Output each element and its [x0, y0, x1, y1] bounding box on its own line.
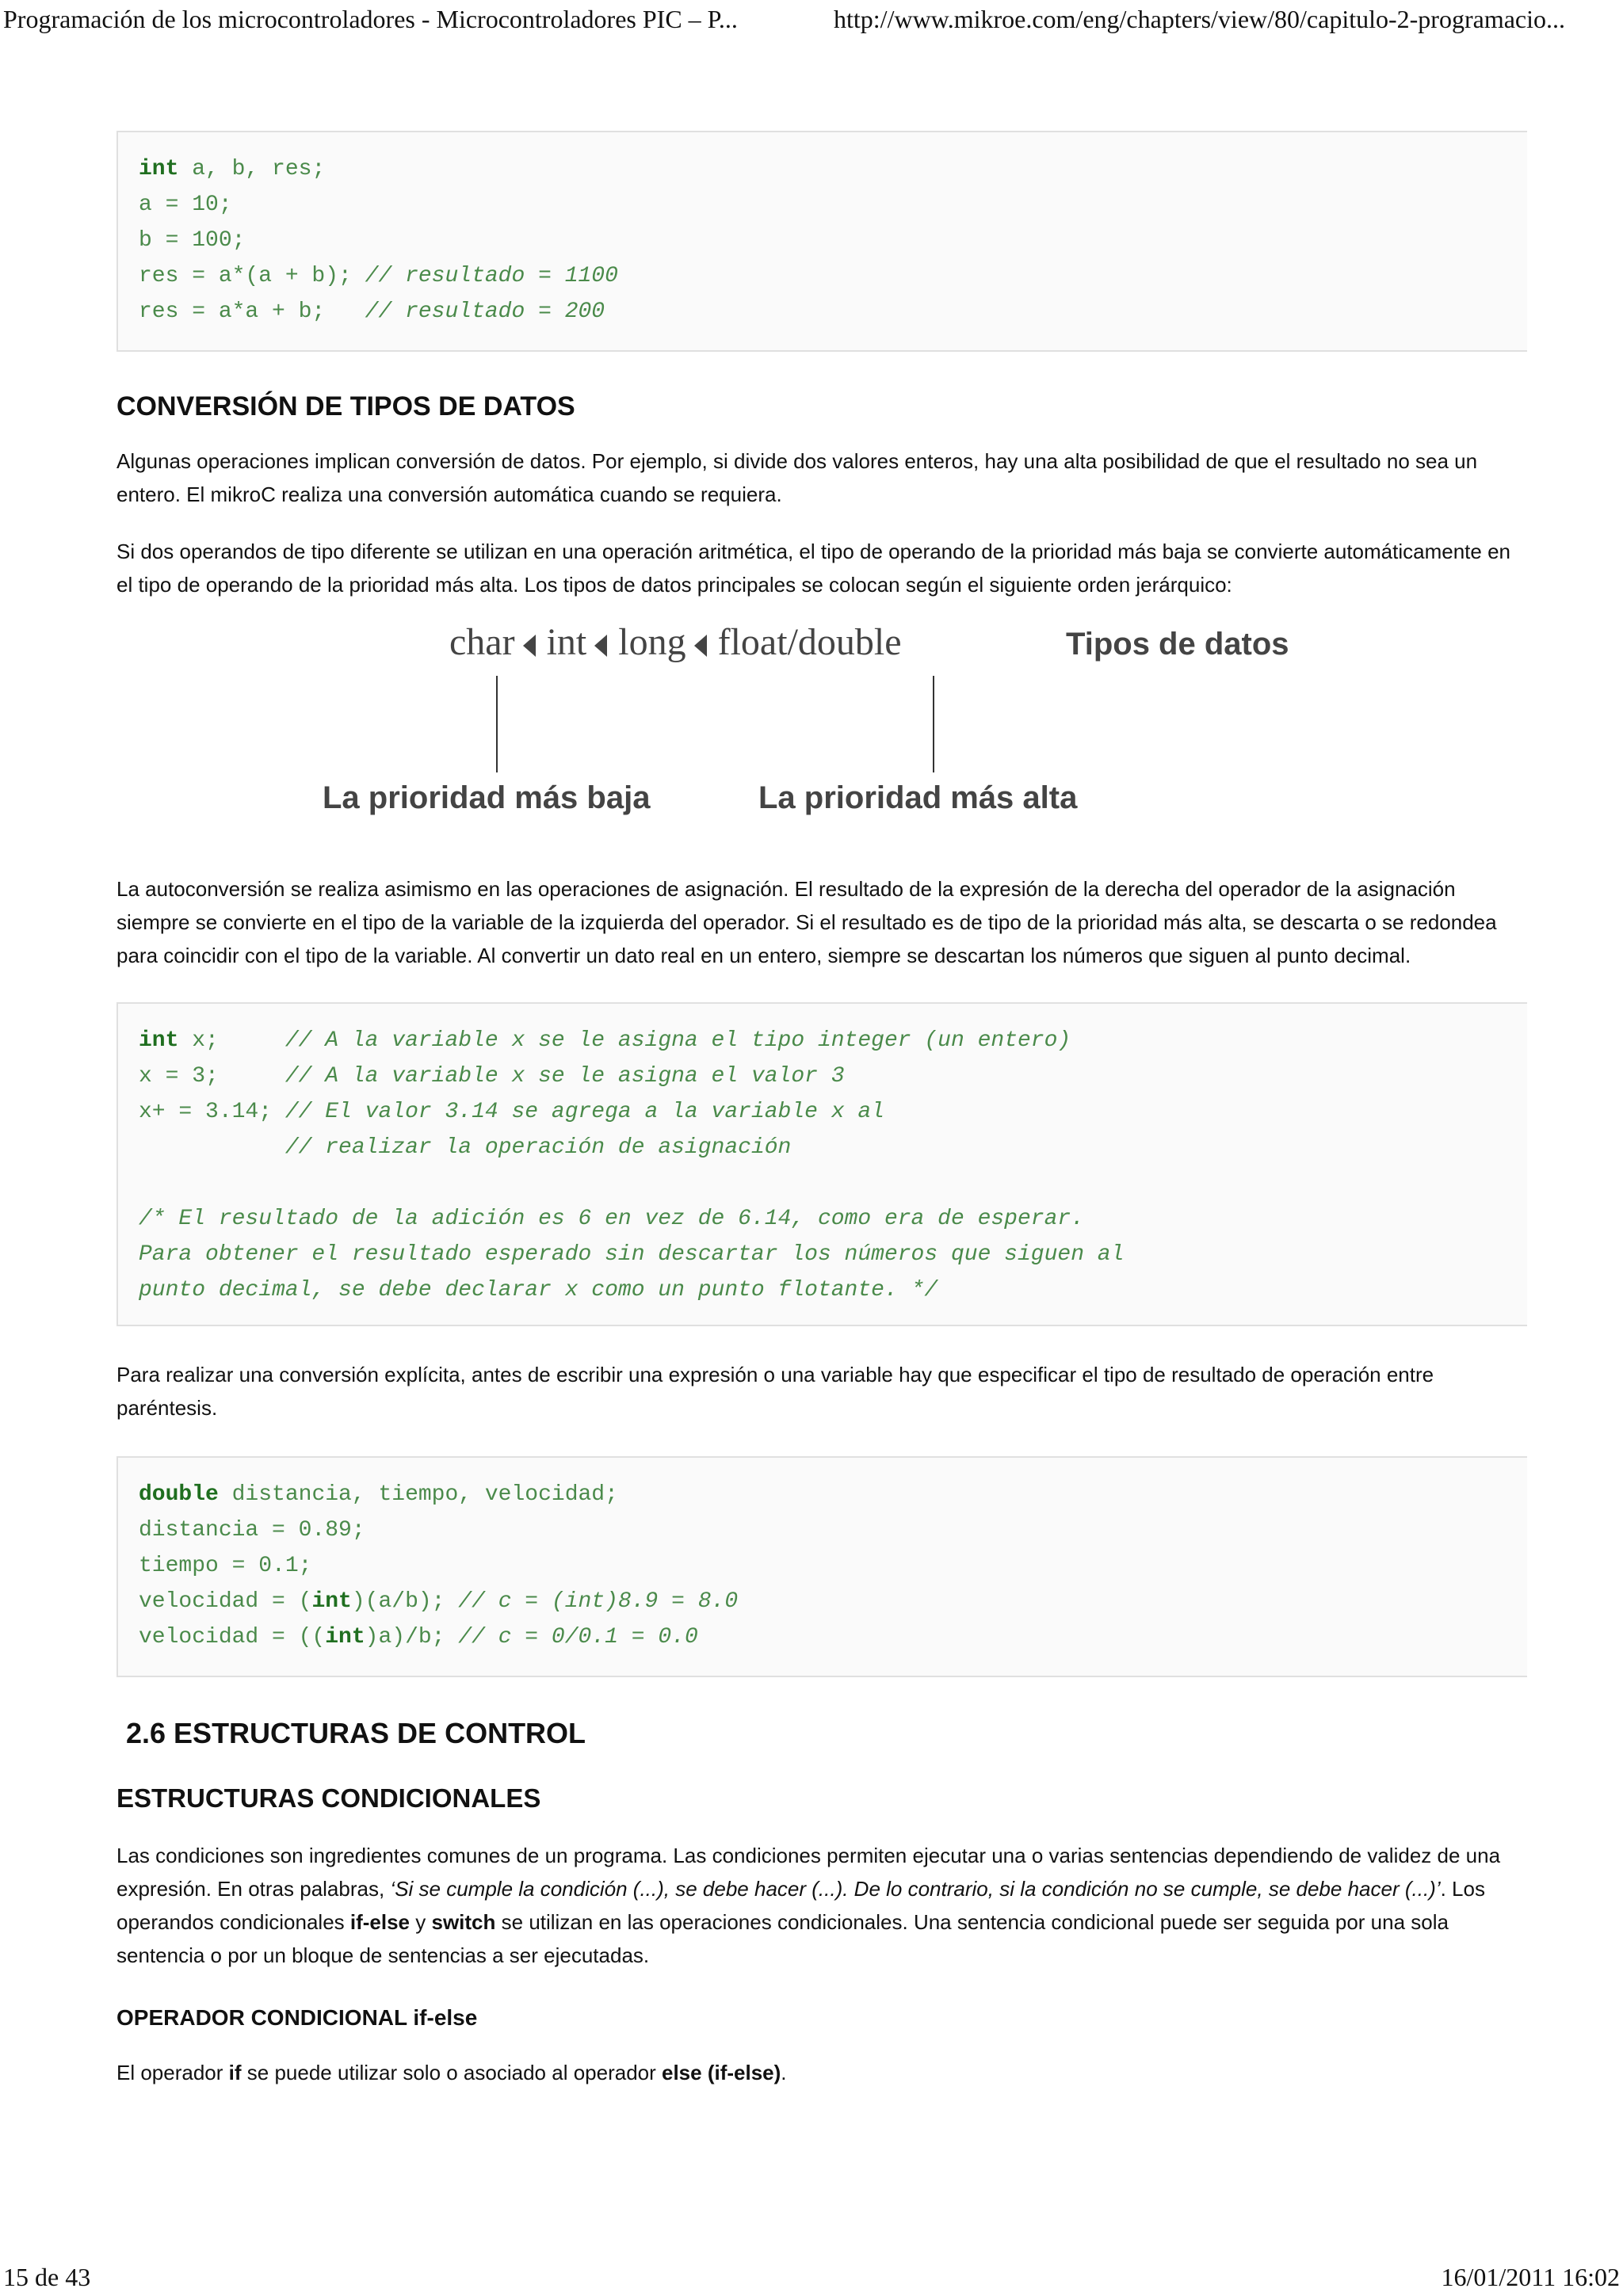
lowest-priority-label: La prioridad más baja: [323, 780, 651, 815]
keyword-else: else (if-else): [662, 2061, 781, 2084]
code-text: )(a/b);: [351, 1589, 459, 1614]
code-keyword: double: [139, 1482, 219, 1507]
code-text: distancia = 0.89;: [139, 1518, 365, 1543]
code-comment: // c = (int)8.9 = 8.0: [458, 1589, 739, 1614]
code-keyword: int: [311, 1589, 352, 1614]
code-text: a, b, res;: [178, 157, 326, 181]
code-keyword: int: [139, 157, 179, 181]
code-comment: punto decimal, se debe declarar x como un punto flotante. */: [139, 1278, 938, 1302]
print-datetime: 16/01/2011 16:02: [1441, 2263, 1620, 2291]
page-title: Programación de los microcontroladores - Microcontroladores PIC – P...: [3, 5, 738, 33]
code-comment: // resultado = 200: [365, 299, 605, 324]
text: se utilizan en las operaciones condicionales. Una sentencia condicional puede ser seguida por una sola sentencia o por un bloque de sentencias a ser ejecutadas.: [116, 1910, 1449, 1967]
page-counter: 15 de 43: [3, 2263, 91, 2291]
article-content: [116, 131, 1527, 2089]
code-text: x+ = 3.14;: [139, 1100, 285, 1124]
code-text: )a)/b;: [365, 1625, 459, 1650]
high-priority-line: [933, 676, 934, 772]
code-comment: // c = 0/0.1 = 0.0: [458, 1625, 698, 1650]
section-heading-control: 2.6 ESTRUCTURAS DE CONTROL: [126, 1717, 586, 1749]
code-block-explicit-cast: [116, 1456, 1527, 1677]
code-text: a = 10;: [139, 193, 232, 217]
code-keyword: int: [325, 1625, 365, 1650]
code-keyword: int: [139, 1028, 179, 1053]
keyword-switch: switch: [431, 1910, 496, 1934]
low-priority-line: [496, 676, 498, 772]
code-comment: // realizar la operación de asignación: [285, 1135, 792, 1160]
arrow-left-icon: [594, 635, 607, 657]
code-text: velocidad = (: [139, 1589, 312, 1614]
highest-priority-label: La prioridad más alta: [758, 780, 1078, 815]
section-heading-conversion: CONVERSIÓN DE TIPOS DE DATOS: [116, 391, 575, 421]
code-text: [139, 1135, 285, 1160]
code-text: velocidad = ((: [139, 1625, 326, 1650]
paragraph-autoconversion: La autoconversión se realiza asimismo en las operaciones de asignación. El resultado de la expresión de la derecha del operador de la asignación siempre se convierte en el tipo de la variable de la izquierda del operador. Si el resultado es de tipo de la prioridad más alta, se descarta o se redondea para coincidir con el tipo de la variable. Al convertir un dato real en un entero, siempre se descartan los números que siguen al punto decimal.: [116, 877, 1497, 967]
paragraph-explicit-conversion: Para realizar una conversión explícita, antes de escribir una expresión o una variable hay que especificar el tipo de resultado de operación entre paréntesis.: [116, 1363, 1434, 1420]
keyword-if-else: if-else: [349, 1910, 411, 1934]
arrow-left-icon: [523, 635, 536, 657]
text: se puede utilizar solo o asociado al operador: [241, 2061, 662, 2084]
types-label: Tipos de datos: [1066, 627, 1289, 662]
type-int: int: [546, 621, 587, 663]
code-text: res = a*a + b;: [139, 299, 365, 324]
code-block-autoconversion: [116, 1002, 1527, 1326]
code-comment: /* El resultado de la adición es 6 en vez de 6.14, como era de esperar.: [139, 1207, 1084, 1231]
paragraph-conversion-intro: Algunas operaciones implican conversión de datos. Por ejemplo, si divide dos valores enteros, hay una alta posibilidad de que el resultado no sea un entero. El mikroC realiza una conversión automática cuando se requiera.: [116, 449, 1478, 506]
text: El operador: [116, 2061, 229, 2084]
code-comment: // resultado = 1100: [365, 264, 618, 288]
print-footer: [0, 2256, 1623, 2296]
subheading-if-else: OPERADOR CONDICIONAL if-else: [116, 2005, 478, 2030]
text: Las condiciones son ingredientes comunes de un programa. Las condiciones permiten ejecutar una o varias sentencias dependiendo de validez de una expresión. En otras palabras,: [116, 1844, 1501, 1901]
type-hierarchy-diagram: [116, 620, 1527, 842]
code-block-arithmetic: [116, 131, 1527, 352]
code-comment: // El valor 3.14 se agrega a la variable x al: [285, 1100, 884, 1124]
print-header: [0, 0, 1623, 48]
subheading-conditional-structures: ESTRUCTURAS CONDICIONALES: [116, 1783, 541, 1813]
keyword-if: if: [228, 2061, 242, 2084]
arrow-left-icon: [694, 635, 707, 657]
type-float-double: float/double: [717, 621, 902, 663]
code-text: tiempo = 0.1;: [139, 1554, 312, 1578]
code-text: x = 3;: [139, 1064, 285, 1089]
code-text: res = a*(a + b);: [139, 264, 365, 288]
paragraph-conversion-order: Si dos operandos de tipo diferente se utilizan en una operación aritmética, el tipo de operando de la prioridad más baja se convierte automáticamente en el tipo de operando de la prioridad más alta. Los tipos de datos principales se colocan según el siguiente orden jerárquico:: [116, 540, 1510, 597]
text: .: [781, 2061, 787, 2084]
code-comment: // A la variable x se le asigna el tipo integer (un entero): [285, 1028, 1071, 1053]
text: y: [410, 1910, 432, 1934]
italic-quote: ‘Si se cumple la condición (...), se debe hacer (...). De lo contrario, si la condición no se cumple, se debe hacer (...)’: [390, 1877, 1441, 1901]
page-url[interactable]: http://www.mikroe.com/eng/chapters/view/80/capitulo-2-programacio...: [834, 5, 1565, 33]
type-char: char: [449, 621, 515, 663]
code-text: distancia, tiempo, velocidad;: [218, 1482, 618, 1507]
code-text: b = 100;: [139, 228, 246, 253]
code-comment: Para obtener el resultado esperado sin descartar los números que siguen al: [139, 1242, 1125, 1267]
type-long: long: [618, 621, 686, 663]
paragraph-conditions: [116, 1839, 1527, 1972]
code-text: x;: [178, 1028, 285, 1053]
text: . Los operandos condicionales: [116, 1877, 1485, 1934]
type-order-row: [449, 620, 902, 664]
paragraph-if-else: [116, 2056, 1527, 2089]
code-comment: // A la variable x se le asigna el valor 3: [285, 1064, 845, 1089]
